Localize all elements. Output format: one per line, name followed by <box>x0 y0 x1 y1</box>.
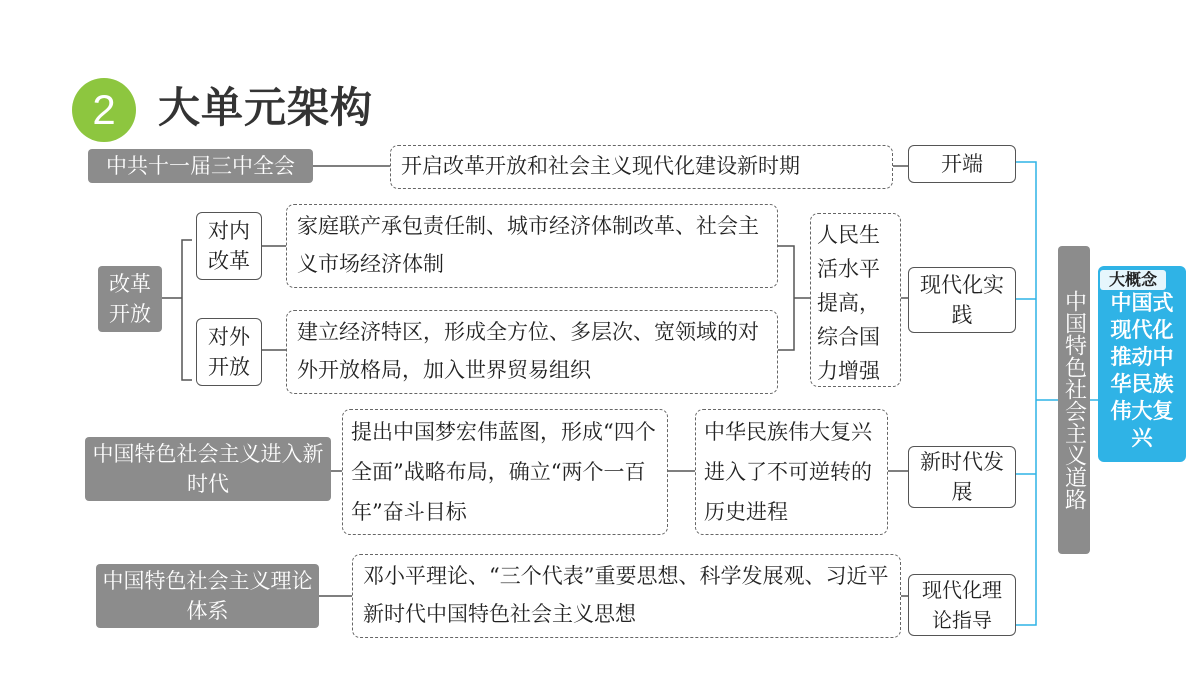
big-concept-box <box>1098 266 1186 462</box>
big-concept-text: 中国式现代化推动中华民族伟大复兴 <box>1110 291 1174 450</box>
detail-domestic-reform: 家庭联产承包责任制、城市经济体制改革、社会主义市场经济体制 <box>286 204 778 288</box>
node-third-plenum: 中共十一届三中全会 <box>88 149 313 183</box>
node-new-era: 中国特色社会主义进入新时代 <box>85 437 331 501</box>
node-theory-system: 中国特色社会主义理论体系 <box>96 564 319 628</box>
detail-theory-system: 邓小平理论、“三个代表”重要思想、科学发展观、习近平新时代中国特色社会主义思想 <box>352 554 901 638</box>
tag-modernization-practice: 现代化实践 <box>908 267 1016 333</box>
result-living-standards: 人民生活水平提高，综合国力增强 <box>810 213 901 387</box>
page-title: 大单元架构 <box>158 83 374 132</box>
node-socialist-road: 中国特色社会主义道路 <box>1058 246 1090 554</box>
detail-opening-up: 建立经济特区，形成全方位、多层次、宽领域的对外开放格局，加入世界贸易组织 <box>286 310 778 394</box>
detail-reform-start: 开启改革开放和社会主义现代化建设新时期 <box>390 145 893 189</box>
tag-new-era-development: 新时代发展 <box>908 446 1016 508</box>
big-concept-tag: 大概念 <box>1100 270 1166 290</box>
section-number-badge: 2 <box>72 78 136 142</box>
result-national-rejuvenation: 中华民族伟大复兴进入了不可逆转的历史进程 <box>695 409 888 535</box>
tag-beginning: 开端 <box>908 145 1016 183</box>
node-domestic-reform: 对内改革 <box>196 212 262 280</box>
node-reform-opening: 改革开放 <box>98 266 162 332</box>
node-opening-up: 对外开放 <box>196 318 262 386</box>
tag-theory-guidance: 现代化理论指导 <box>908 574 1016 636</box>
detail-new-era: 提出中国梦宏伟蓝图，形成“四个全面”战略布局，确立“两个一百年”奋斗目标 <box>342 409 668 535</box>
